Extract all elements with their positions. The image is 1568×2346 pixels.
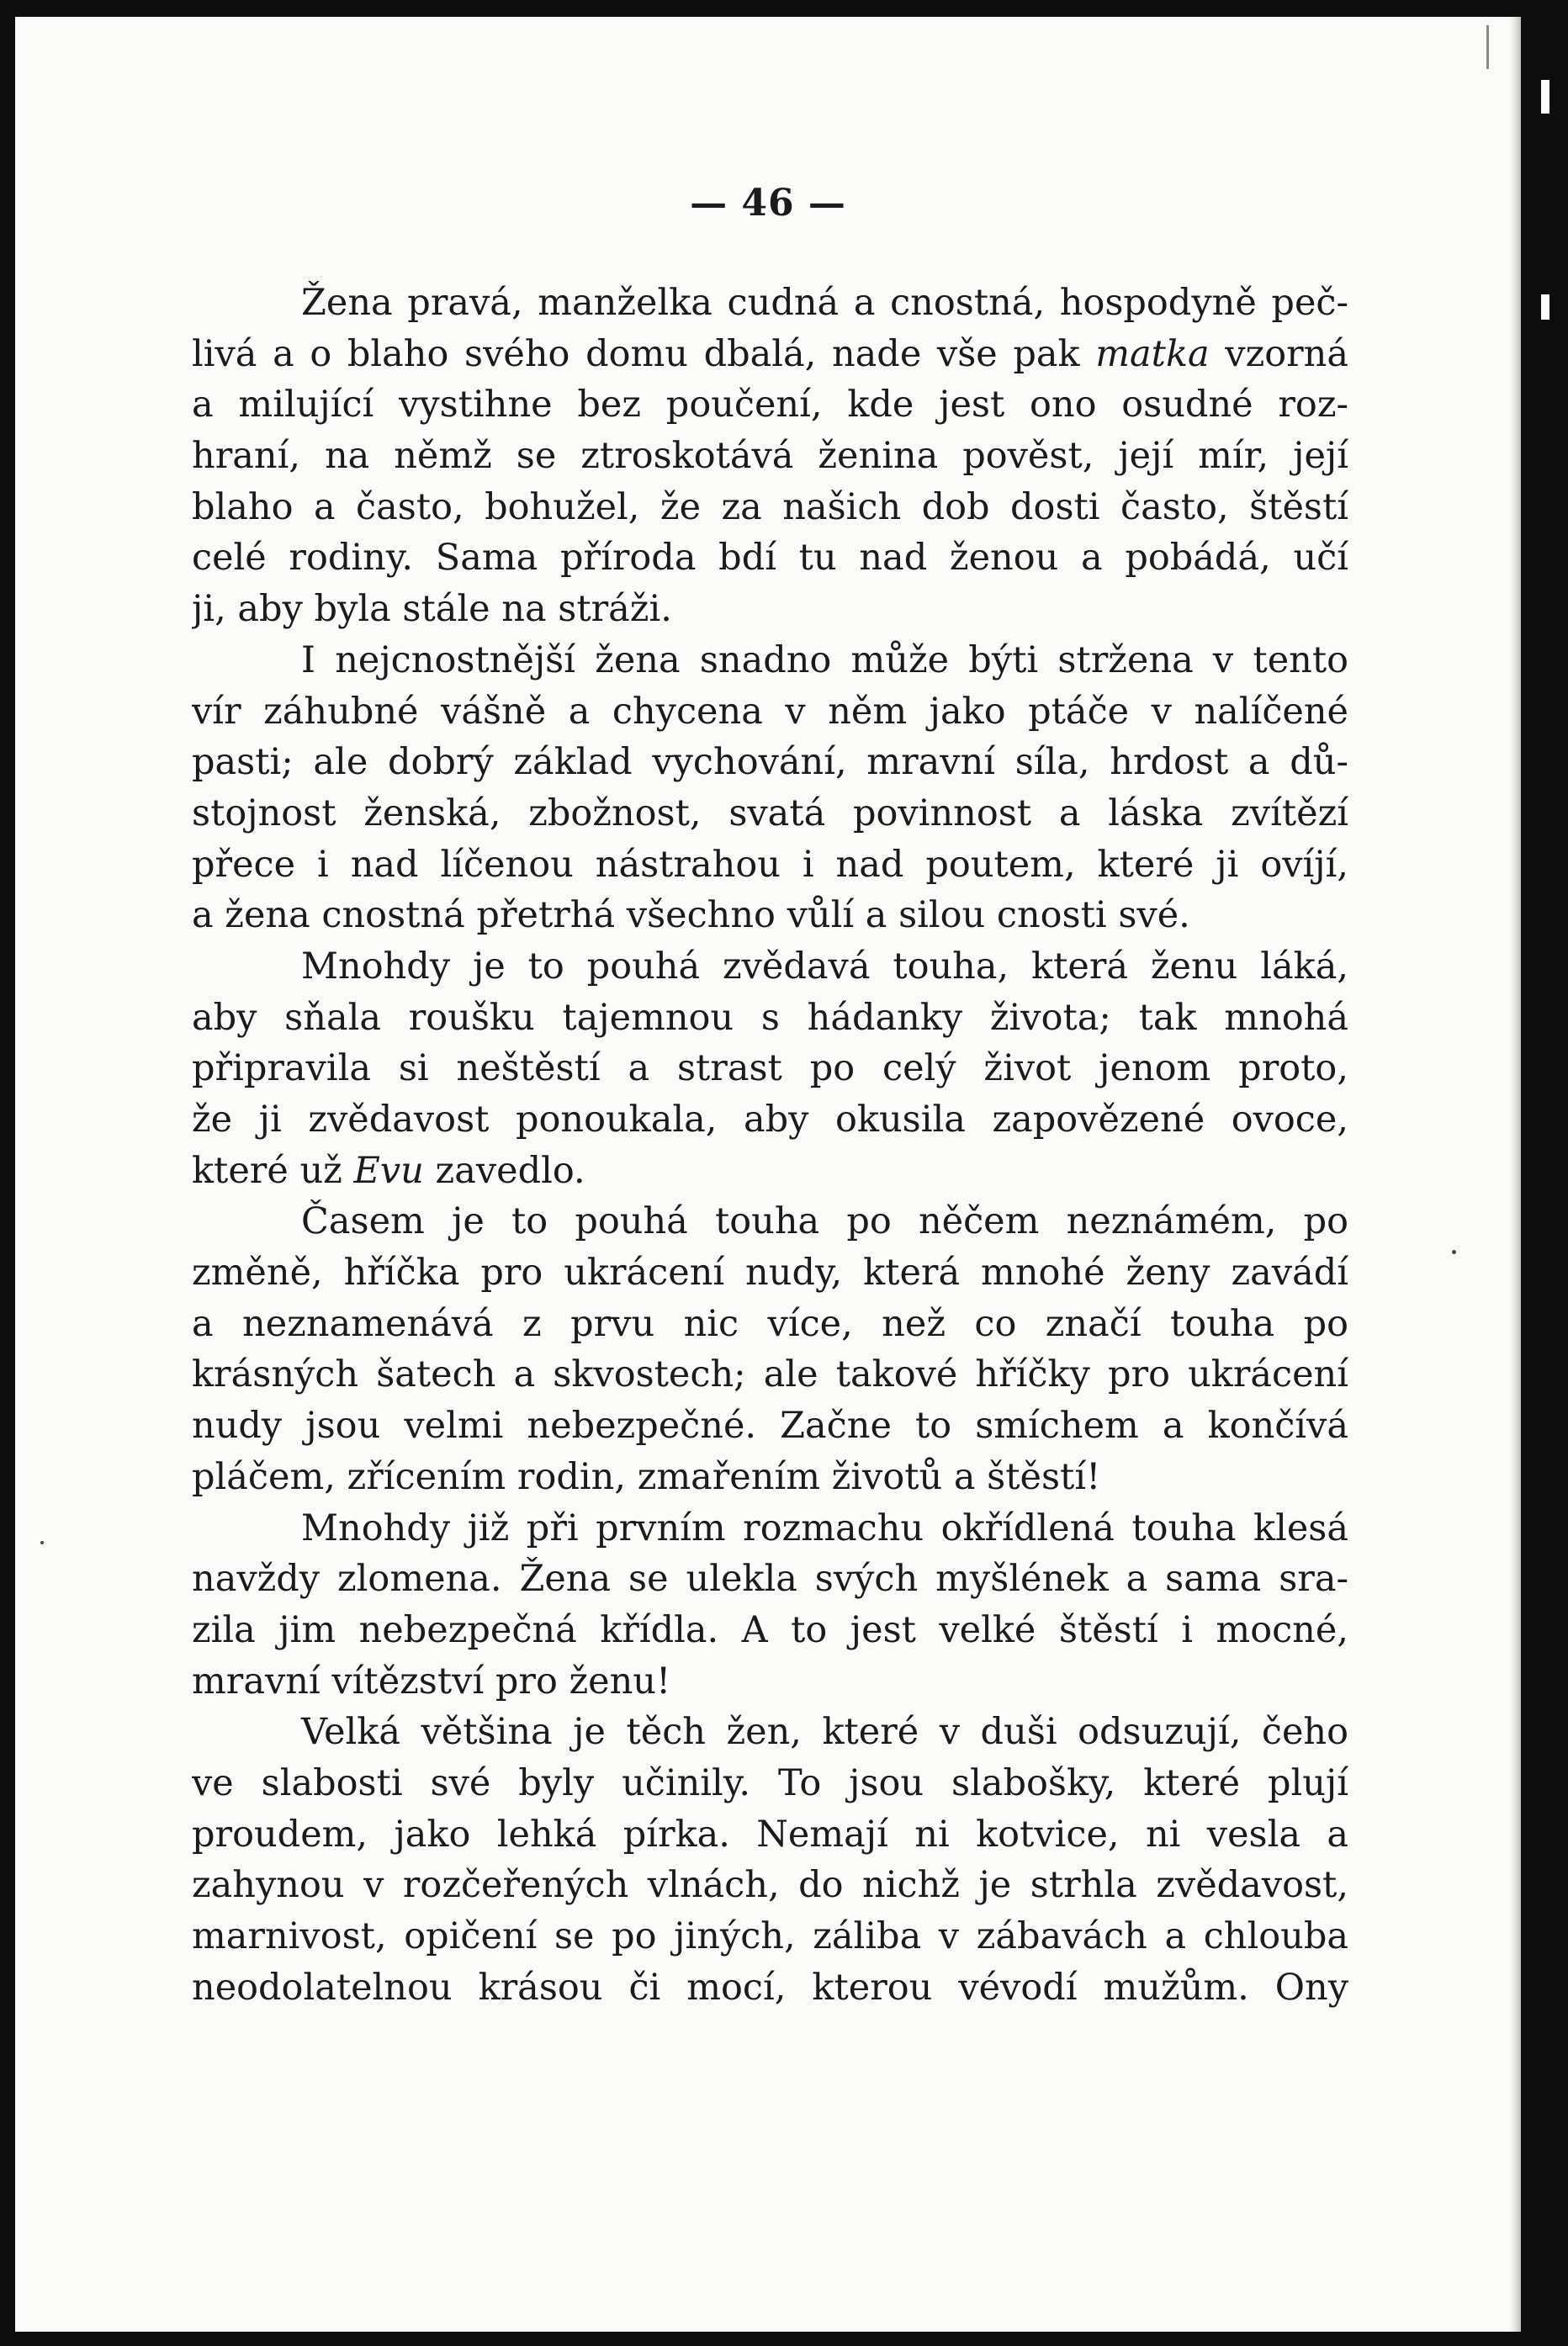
text-line: navždy zlomena. Žena se ulekla svých myšlének a sama sra- [192, 1558, 1348, 1601]
text-line-with-emphasis [192, 1146, 1348, 1197]
text-line: krásných šatech a skvostech; ale takové hříčky pro ukrácení [192, 1353, 1348, 1396]
paragraph-2 [192, 635, 1348, 941]
book-page [15, 17, 1521, 2332]
emphasis-matka: matka [1095, 332, 1210, 375]
border-notch [1541, 80, 1549, 114]
text-line: a neznamenává z prvu nic více, než co značí touha po [192, 1302, 1348, 1345]
text-line: Velká většina je těch žen, které v duši odsuzují, čeho [301, 1711, 1348, 1754]
text-segment: zavedlo. [423, 1149, 585, 1192]
text-line: hraní, na němž se ztroskotává ženina pověst, její mír, její [192, 435, 1348, 478]
text-line: a milující vystihne bez poučení, kde jest ono osudné roz- [192, 384, 1348, 426]
text-line: a žena cnostná přetrhá všechno vůlí a silou cnosti své. [192, 894, 1190, 937]
text-line: že ji zvědavost ponoukala, aby okusila zapovězené ovoce, [192, 1099, 1348, 1141]
paragraph-3 [192, 941, 1348, 1196]
text-line: Mnohdy již při prvním rozmachu okřídlená touha klesá [301, 1507, 1348, 1549]
emphasis-evu: Evu [353, 1149, 424, 1192]
page-number: — 46 — [690, 182, 846, 225]
text-line: I nejcnostnější žena snadno může býti stržena v tento [301, 638, 1348, 681]
text-line: vír záhubné vášně a chycena v něm jako ptáče v nalíčené [192, 690, 1348, 733]
text-segment: které už [192, 1149, 354, 1192]
text-line: připravila si neštěstí a strast po celý život jenom proto, [192, 1047, 1348, 1090]
text-line: marnivost, opičení se po jiných, záliba v zábavách a chlouba [192, 1915, 1348, 1957]
paragraph-6 [192, 1707, 1348, 2013]
scan-speck [40, 1541, 44, 1544]
paragraph-4 [192, 1196, 1348, 1502]
text-line: zahynou v rozčeřených vlnách, do nichž je strhla zvědavost, [192, 1864, 1348, 1907]
text-segment: vzorná [1209, 332, 1348, 375]
text-line: Žena pravá, manželka cudná a cnostná, hospodyně peč- [301, 282, 1348, 324]
text-line: ve slabosti své byly učinily. To jsou slabošky, které plují [192, 1761, 1348, 1804]
text-segment: livá a o blaho svého domu dbalá, nade vše pak [192, 332, 1096, 375]
text-line: přece i nad líčenou nástrahou i nad poutem, které ji ovíjí, [192, 843, 1348, 886]
text-line: Časem je to pouhá touha po něčem neznámém, po [301, 1200, 1348, 1243]
text-line: pláčem, zřícením rodin, zmařením životů a štěstí! [192, 1455, 1101, 1498]
text-line: zila jim nebezpečná křídla. A to jest velké štěstí i mocné, [192, 1608, 1348, 1651]
text-line: ji, aby byla stále na stráži. [192, 588, 672, 631]
paragraph-5 [192, 1503, 1348, 1708]
paragraph-1 [192, 278, 1348, 635]
page-edge-shadow [1509, 17, 1521, 2332]
text-line: aby sňala roušku tajemnou s hádanky života; tak mnohá [192, 996, 1348, 1039]
page-edge-mark [1486, 25, 1489, 69]
border-notch [1541, 294, 1549, 320]
text-line: změně, hříčka pro ukrácení nudy, která mnohé ženy zavádí [192, 1252, 1348, 1295]
text-line: celé rodiny. Sama příroda bdí tu nad ženou a pobádá, učí [192, 537, 1348, 580]
text-line: mravní vítězství pro ženu! [192, 1660, 671, 1703]
scan-border [1536, 0, 1568, 2346]
text-line: blaho a často, bohužel, že za našich dob dosti často, štěstí [192, 485, 1348, 528]
body-text [192, 278, 1348, 2013]
text-line: proudem, jako lehká pírka. Nemají ni kotvice, ni vesla a [192, 1813, 1348, 1856]
text-line: nudy jsou velmi nebezpečné. Začne to smíchem a končívá [192, 1405, 1348, 1448]
scan-speck [1452, 1250, 1456, 1254]
text-line: pasti; ale dobrý základ vychování, mravní síla, hrdost a dů- [192, 741, 1348, 784]
text-line: Mnohdy je to pouhá zvědavá touha, která ženu láká, [301, 945, 1348, 988]
text-line: neodolatelnou krásou či mocí, kterou vévodí mužům. Ony [192, 1966, 1348, 2009]
text-line-with-emphasis [192, 329, 1348, 380]
text-line: stojnost ženská, zbožnost, svatá povinnost a láska zvítězí [192, 792, 1348, 834]
